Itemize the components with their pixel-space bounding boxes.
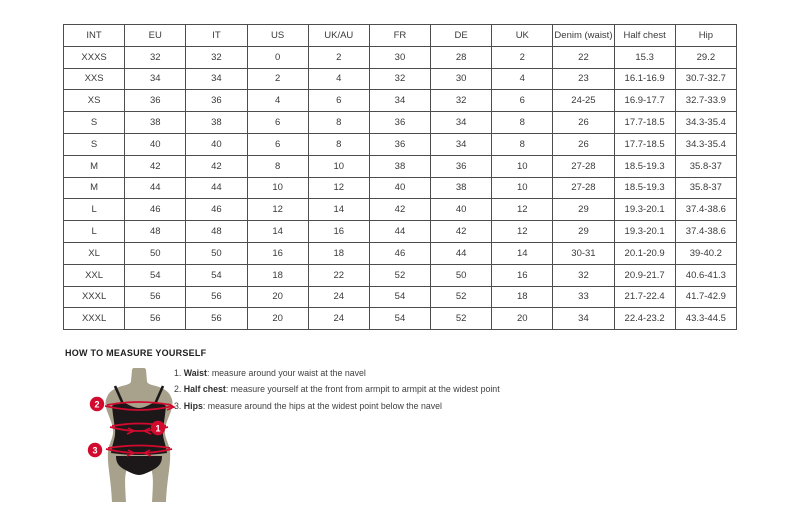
table-cell: 12	[492, 221, 553, 243]
table-cell: 30-31	[553, 242, 614, 264]
table-cell: 42	[186, 155, 247, 177]
table-cell: 37.4-38.6	[675, 199, 736, 221]
table-row	[64, 46, 737, 68]
table-cell: 42	[125, 155, 186, 177]
badge-hip-number: 3	[92, 445, 98, 456]
table-cell: 26	[553, 112, 614, 134]
table-cell: 30	[431, 68, 492, 90]
table-cell: 10	[492, 155, 553, 177]
table-cell: 41.7-42.9	[675, 286, 736, 308]
table-cell: 35.8-37	[675, 155, 736, 177]
table-cell: 38	[431, 177, 492, 199]
table-cell: 8	[492, 133, 553, 155]
table-body	[64, 46, 737, 329]
table-cell: 46	[125, 199, 186, 221]
table-header-cell: UK/AU	[308, 25, 369, 47]
table-cell: 44	[186, 177, 247, 199]
table-cell: 30.7-32.7	[675, 68, 736, 90]
table-cell: 48	[125, 221, 186, 243]
measure-step	[174, 402, 500, 412]
table-cell: 40.6-41.3	[675, 264, 736, 286]
table-cell: XXXS	[64, 46, 125, 68]
table-cell: 34	[553, 308, 614, 330]
table-cell: 8	[247, 155, 308, 177]
table-cell: 15.3	[614, 46, 675, 68]
table-header-cell: Hip	[675, 25, 736, 47]
table-cell: 20	[247, 286, 308, 308]
table-cell: 10	[308, 155, 369, 177]
table-header-cell: Half chest	[614, 25, 675, 47]
table-cell: 17.7-18.5	[614, 112, 675, 134]
table-cell: 4	[247, 90, 308, 112]
table-cell: 32	[125, 46, 186, 68]
table-cell: 14	[308, 199, 369, 221]
table-cell: 52	[369, 264, 430, 286]
table-cell: 24	[308, 286, 369, 308]
measure-step	[174, 369, 500, 379]
table-cell: 43.3-44.5	[675, 308, 736, 330]
table-cell: 38	[186, 112, 247, 134]
table-header-row	[64, 25, 737, 47]
table-cell: 26	[553, 133, 614, 155]
table-cell: 20	[247, 308, 308, 330]
table-cell: 2	[247, 68, 308, 90]
table-cell: XS	[64, 90, 125, 112]
table-cell: 34.3-35.4	[675, 133, 736, 155]
table-cell: 21.7-22.4	[614, 286, 675, 308]
table-row	[64, 199, 737, 221]
table-cell: 52	[431, 286, 492, 308]
table-cell: 54	[369, 286, 430, 308]
table-cell: 48	[186, 221, 247, 243]
table-cell: 36	[369, 112, 430, 134]
table-cell: 18	[247, 264, 308, 286]
step-label: Hips	[183, 400, 203, 411]
table-row	[64, 68, 737, 90]
how-to-measure-title: HOW TO MEASURE YOURSELF	[65, 348, 207, 358]
table-row	[64, 112, 737, 134]
table-cell: 44	[369, 221, 430, 243]
table-cell: 40	[125, 133, 186, 155]
measure-step	[174, 385, 500, 395]
step-number: 1.	[174, 368, 182, 378]
table-header-cell: UK	[492, 25, 553, 47]
table-cell: 2	[492, 46, 553, 68]
table-row	[64, 242, 737, 264]
table-cell: XXXL	[64, 308, 125, 330]
table-cell: L	[64, 221, 125, 243]
table-cell: 34	[431, 112, 492, 134]
table-row	[64, 155, 737, 177]
measurement-badge-chest	[90, 397, 104, 411]
table-cell: 16	[247, 242, 308, 264]
table-header-cell: INT	[64, 25, 125, 47]
table-cell: 6	[492, 90, 553, 112]
table-cell: 6	[247, 112, 308, 134]
table-cell: 32	[369, 68, 430, 90]
step-number: 2.	[174, 384, 182, 395]
step-label: Half chest	[183, 384, 226, 395]
table-cell: 34	[125, 68, 186, 90]
table-cell: 22	[308, 264, 369, 286]
table-cell: 18.5-19.3	[614, 177, 675, 199]
table-cell: 32	[431, 90, 492, 112]
table-cell: 52	[431, 308, 492, 330]
table-cell: 8	[308, 112, 369, 134]
table-row	[64, 286, 737, 308]
table-cell: 19.3-20.1	[614, 221, 675, 243]
table-row	[64, 133, 737, 155]
table-cell: 35.8-37	[675, 177, 736, 199]
table-cell: 37.4-38.6	[675, 221, 736, 243]
table-cell: 10	[492, 177, 553, 199]
table-cell: 36	[431, 155, 492, 177]
table-cell: 12	[308, 177, 369, 199]
table-cell: 36	[369, 133, 430, 155]
measure-steps	[174, 369, 500, 418]
table-cell: 22	[553, 46, 614, 68]
table-cell: 28	[431, 46, 492, 68]
table-header-cell: IT	[186, 25, 247, 47]
table-header-cell: EU	[125, 25, 186, 47]
table-cell: 34	[369, 90, 430, 112]
table-cell: 12	[247, 199, 308, 221]
table-cell: 27-28	[553, 177, 614, 199]
table-cell: 38	[369, 155, 430, 177]
table-cell: 38	[125, 112, 186, 134]
table-cell: 33	[553, 286, 614, 308]
table-cell: 40	[431, 199, 492, 221]
table-cell: 10	[247, 177, 308, 199]
table-cell: 0	[247, 46, 308, 68]
table-cell: 44	[125, 177, 186, 199]
table-cell: 16.9-17.7	[614, 90, 675, 112]
table-cell: 50	[125, 242, 186, 264]
badge-waist-number: 1	[155, 423, 161, 434]
table-cell: 23	[553, 68, 614, 90]
table-cell: 4	[308, 68, 369, 90]
measurement-badge-hip	[88, 443, 102, 457]
table-cell: 54	[125, 264, 186, 286]
table-cell: 29	[553, 221, 614, 243]
table-header-cell: Denim (waist)	[553, 25, 614, 47]
table-cell: 17.7-18.5	[614, 133, 675, 155]
step-text: : measure yourself at the front from armpit to armpit at the widest point	[225, 384, 500, 395]
table-cell: 29	[553, 199, 614, 221]
table-cell: 14	[492, 242, 553, 264]
table-cell: 18	[492, 286, 553, 308]
table-cell: 6	[247, 133, 308, 155]
table-cell: 54	[186, 264, 247, 286]
badge-chest-number: 2	[94, 399, 100, 410]
table-cell: 32	[186, 46, 247, 68]
step-number: 3.	[174, 400, 182, 411]
table-cell: M	[64, 155, 125, 177]
table-cell: 19.3-20.1	[614, 199, 675, 221]
table-cell: S	[64, 112, 125, 134]
table-cell: 46	[186, 199, 247, 221]
step-text: : measure around the hips at the widest point below the navel	[202, 400, 443, 411]
table-cell: 32.7-33.9	[675, 90, 736, 112]
table-cell: 8	[308, 133, 369, 155]
table-cell: 32	[553, 264, 614, 286]
table-cell: 56	[125, 308, 186, 330]
table-header-cell: DE	[431, 25, 492, 47]
table-cell: 27-28	[553, 155, 614, 177]
table-cell: 40	[369, 177, 430, 199]
table-cell: 14	[247, 221, 308, 243]
table-cell: 4	[492, 68, 553, 90]
table-row	[64, 90, 737, 112]
table-cell: 42	[431, 221, 492, 243]
table-cell: 50	[431, 264, 492, 286]
table-cell: 40	[186, 133, 247, 155]
table-cell: 8	[492, 112, 553, 134]
table-cell: 30	[369, 46, 430, 68]
table-cell: 42	[369, 199, 430, 221]
table-cell: 44	[431, 242, 492, 264]
size-chart-header	[64, 25, 737, 47]
table-cell: 39-40.2	[675, 242, 736, 264]
table-cell: 29.2	[675, 46, 736, 68]
table-cell: 36	[125, 90, 186, 112]
table-cell: M	[64, 177, 125, 199]
table-cell: S	[64, 133, 125, 155]
table-cell: 36	[186, 90, 247, 112]
table-cell: 16.1-16.9	[614, 68, 675, 90]
table-cell: 50	[186, 242, 247, 264]
table-row	[64, 177, 737, 199]
table-cell: 56	[186, 286, 247, 308]
table-cell: 24-25	[553, 90, 614, 112]
table-cell: 2	[308, 46, 369, 68]
table-cell: XL	[64, 242, 125, 264]
size-chart-table	[63, 24, 737, 330]
table-cell: 24	[308, 308, 369, 330]
table-cell: 56	[186, 308, 247, 330]
table-row	[64, 264, 737, 286]
table-cell: 18.5-19.3	[614, 155, 675, 177]
table-cell: L	[64, 199, 125, 221]
table-row	[64, 308, 737, 330]
table-header-cell: US	[247, 25, 308, 47]
table-cell: 18	[308, 242, 369, 264]
table-cell: 56	[125, 286, 186, 308]
table-cell: 54	[369, 308, 430, 330]
table-cell: 16	[308, 221, 369, 243]
table-cell: 34.3-35.4	[675, 112, 736, 134]
table-cell: 22.4-23.2	[614, 308, 675, 330]
table-cell: 6	[308, 90, 369, 112]
step-label: Waist	[183, 368, 207, 378]
table-header-cell: FR	[369, 25, 430, 47]
table-cell: 16	[492, 264, 553, 286]
table-row	[64, 221, 737, 243]
table-cell: XXL	[64, 264, 125, 286]
table-cell: 34	[186, 68, 247, 90]
table-cell: XXXL	[64, 286, 125, 308]
step-text: : measure around your waist at the navel	[206, 368, 366, 378]
table-cell: 46	[369, 242, 430, 264]
table-cell: 20.1-20.9	[614, 242, 675, 264]
table-cell: 20.9-21.7	[614, 264, 675, 286]
measurement-badge-waist	[151, 421, 165, 435]
table-cell: 20	[492, 308, 553, 330]
table-cell: 34	[431, 133, 492, 155]
table-cell: XXS	[64, 68, 125, 90]
table-cell: 12	[492, 199, 553, 221]
